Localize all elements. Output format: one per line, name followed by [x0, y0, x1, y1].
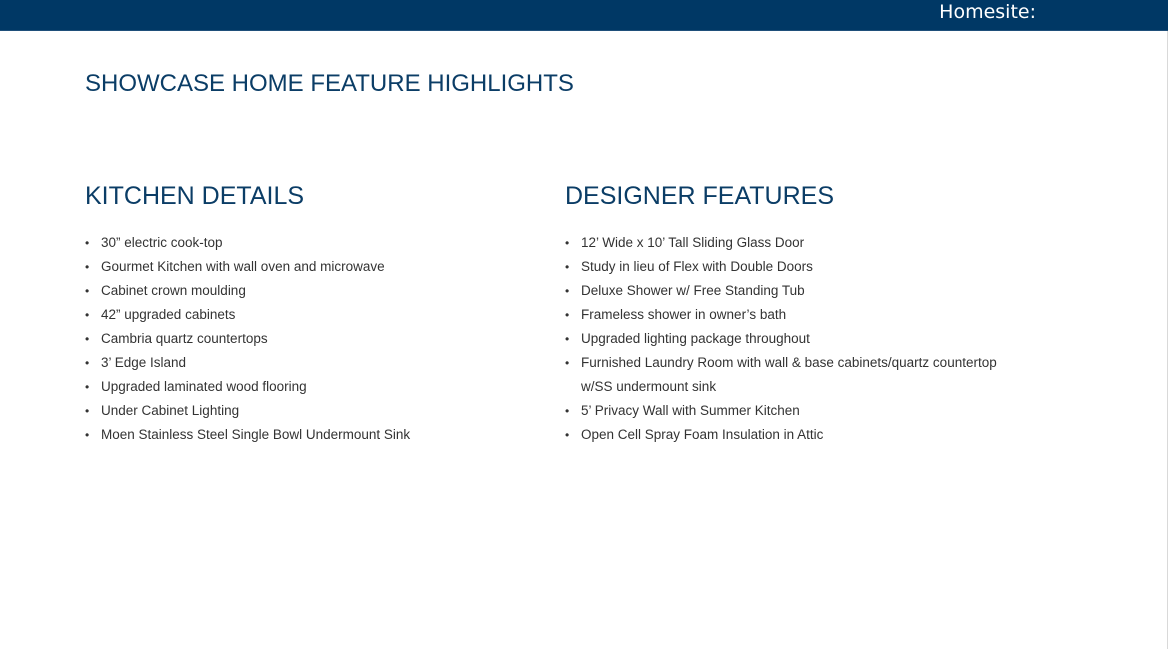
bullet-icon: • — [85, 260, 90, 274]
list-item — [85, 279, 535, 303]
bullet-icon: • — [85, 236, 90, 250]
bullet-icon: • — [565, 404, 570, 418]
list-item — [85, 375, 535, 399]
bullet-icon: • — [85, 332, 90, 346]
page-title: SHOWCASE HOME FEATURE HIGHLIGHTS — [85, 70, 574, 97]
bullet-icon: • — [85, 284, 90, 298]
list-item — [565, 399, 1025, 423]
kitchen-details-section — [85, 181, 535, 447]
list-item — [565, 303, 1025, 327]
bullet-icon: • — [565, 260, 570, 274]
feature-text: Open Cell Spray Foam Insulation in Attic — [581, 427, 824, 442]
feature-text: Upgraded laminated wood flooring — [101, 379, 307, 394]
bullet-icon: • — [565, 308, 570, 322]
feature-text: Deluxe Shower w/ Free Standing Tub — [581, 283, 805, 298]
list-item — [85, 255, 535, 279]
bullet-icon: • — [565, 428, 570, 442]
list-item — [85, 231, 535, 255]
header-bar — [0, 0, 1168, 31]
designer-features-section — [565, 181, 1025, 447]
feature-text: Furnished Laundry Room with wall & base cabinets/quartz countertop w/SS undermount sink — [581, 355, 997, 394]
list-item — [565, 279, 1025, 303]
feature-text: Gourmet Kitchen with wall oven and microwave — [101, 259, 385, 274]
feature-text: 12’ Wide x 10’ Tall Sliding Glass Door — [581, 235, 805, 250]
list-item — [85, 303, 535, 327]
kitchen-details-title: KITCHEN DETAILS — [85, 182, 305, 210]
feature-text: 5’ Privacy Wall with Summer Kitchen — [581, 403, 800, 418]
bullet-icon: • — [85, 380, 90, 394]
feature-text: Study in lieu of Flex with Double Doors — [581, 259, 813, 274]
bullet-icon: • — [85, 404, 90, 418]
homesite-label: Homesite: — [939, 1, 1036, 23]
list-item — [85, 351, 535, 375]
bullet-icon: • — [85, 308, 90, 322]
list-item — [85, 399, 535, 423]
list-item — [565, 423, 1025, 447]
list-item — [85, 423, 535, 447]
feature-text: Frameless shower in owner’s bath — [581, 307, 787, 322]
kitchen-feature-list — [85, 231, 535, 447]
feature-text: 3’ Edge Island — [101, 355, 187, 370]
list-item — [565, 255, 1025, 279]
bullet-icon: • — [85, 428, 90, 442]
bullet-icon: • — [565, 236, 570, 250]
list-item — [565, 327, 1025, 351]
feature-text: Cabinet crown moulding — [101, 283, 246, 298]
bullet-icon: • — [565, 332, 570, 346]
bullet-icon: • — [85, 356, 90, 370]
feature-text: 30” electric cook-top — [101, 235, 223, 250]
bullet-icon: • — [565, 356, 570, 370]
feature-text: 42” upgraded cabinets — [101, 307, 236, 322]
list-item — [85, 327, 535, 351]
feature-text: Moen Stainless Steel Single Bowl Undermount Sink — [101, 427, 411, 442]
feature-text: Under Cabinet Lighting — [101, 403, 240, 418]
designer-features-title: DESIGNER FEATURES — [565, 182, 835, 210]
feature-text: Cambria quartz countertops — [101, 331, 268, 346]
list-item — [565, 231, 1025, 255]
list-item — [565, 351, 1025, 399]
bullet-icon: • — [565, 284, 570, 298]
designer-feature-list — [565, 231, 1025, 447]
feature-text: Upgraded lighting package throughout — [581, 331, 810, 346]
